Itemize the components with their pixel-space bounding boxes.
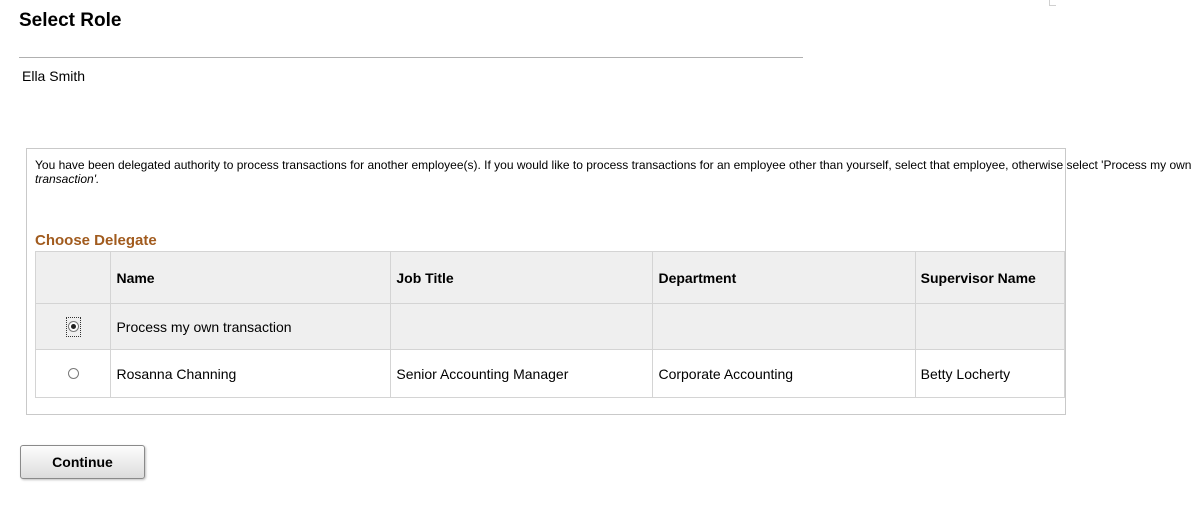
- delegate-radio-own-transaction[interactable]: [68, 321, 79, 332]
- column-header-select: [36, 252, 111, 304]
- instructions-line-1: You have been delegated authority to process transactions for another employee(s). If you would like to process transactions for an employee other than yourself, select that employee, otherwise select 'Process my own: [35, 158, 1191, 172]
- row-select-cell[interactable]: [36, 304, 111, 350]
- cell-department: Corporate Accounting: [653, 350, 915, 398]
- column-header-supervisor-name: Supervisor Name: [915, 252, 1064, 304]
- cell-supervisor: Betty Locherty: [915, 350, 1064, 398]
- cell-job-title: Senior Accounting Manager: [391, 350, 653, 398]
- continue-button[interactable]: Continue: [20, 445, 145, 479]
- delegate-instructions: [35, 158, 1191, 186]
- instructions-line-2: transaction'.: [35, 172, 100, 186]
- column-header-department: Department: [653, 252, 915, 304]
- cell-name: Process my own transaction: [111, 304, 391, 350]
- current-user-name: Ella Smith: [22, 68, 86, 84]
- cell-department: [653, 304, 915, 350]
- delegate-panel: [26, 148, 1191, 415]
- row-select-cell[interactable]: [36, 350, 111, 398]
- table-row[interactable]: [36, 350, 1065, 398]
- column-header-name: Name: [111, 252, 391, 304]
- cell-name: Rosanna Channing: [111, 350, 391, 398]
- table-header-row: [36, 252, 1065, 304]
- cell-supervisor: [915, 304, 1064, 350]
- delegate-table: [35, 251, 1065, 398]
- cell-job-title: [391, 304, 653, 350]
- column-header-job-title: Job Title: [391, 252, 653, 304]
- radio-focus-ring: [67, 318, 80, 336]
- title-divider: [19, 57, 803, 58]
- table-row[interactable]: [36, 304, 1065, 350]
- page-title: Select Role: [19, 10, 122, 31]
- choose-delegate-heading: Choose Delegate: [35, 232, 157, 249]
- window-corner-mark: [1049, 0, 1056, 6]
- delegate-radio-rosanna-channing[interactable]: [68, 368, 79, 379]
